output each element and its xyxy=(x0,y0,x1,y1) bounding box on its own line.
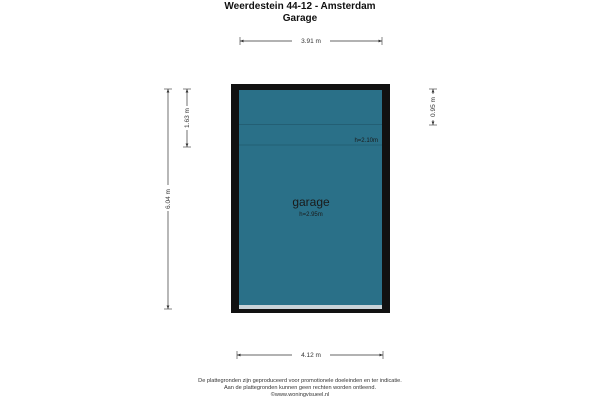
dimension-right-upper xyxy=(428,89,438,125)
dimension-bottom-label: 4.12 m xyxy=(301,352,321,359)
dimension-left-upper-label: 1.63 m xyxy=(184,108,191,128)
dimension-bottom xyxy=(237,349,383,359)
footer-disclaimer-1: De plattegronden zijn geproduceerd voor promotionele doeleinden en ter indicatie. xyxy=(198,378,402,384)
dimension-left-total-label: 6.04 m xyxy=(165,189,172,209)
footer-credit: ©www.woningvisueel.nl xyxy=(270,392,330,398)
page-title: Weerdestein 44-12 - Amsterdam xyxy=(224,1,376,12)
floor-title: Garage xyxy=(282,13,318,24)
dimension-top xyxy=(240,35,382,45)
dimension-left-total xyxy=(163,89,173,309)
room-name-label: garage xyxy=(292,195,330,209)
room-height-label: h=2.95m xyxy=(299,212,323,218)
sub-height-label: h=2.10m xyxy=(354,138,378,144)
dimension-right-upper-label: 0.95 m xyxy=(430,97,437,117)
footer-disclaimer-2: Aan de plattegronden kunnen geen rechten worden ontleend. xyxy=(223,385,377,391)
dimension-top-label: 3.91 m xyxy=(301,38,321,45)
dimension-left-upper xyxy=(182,89,192,147)
